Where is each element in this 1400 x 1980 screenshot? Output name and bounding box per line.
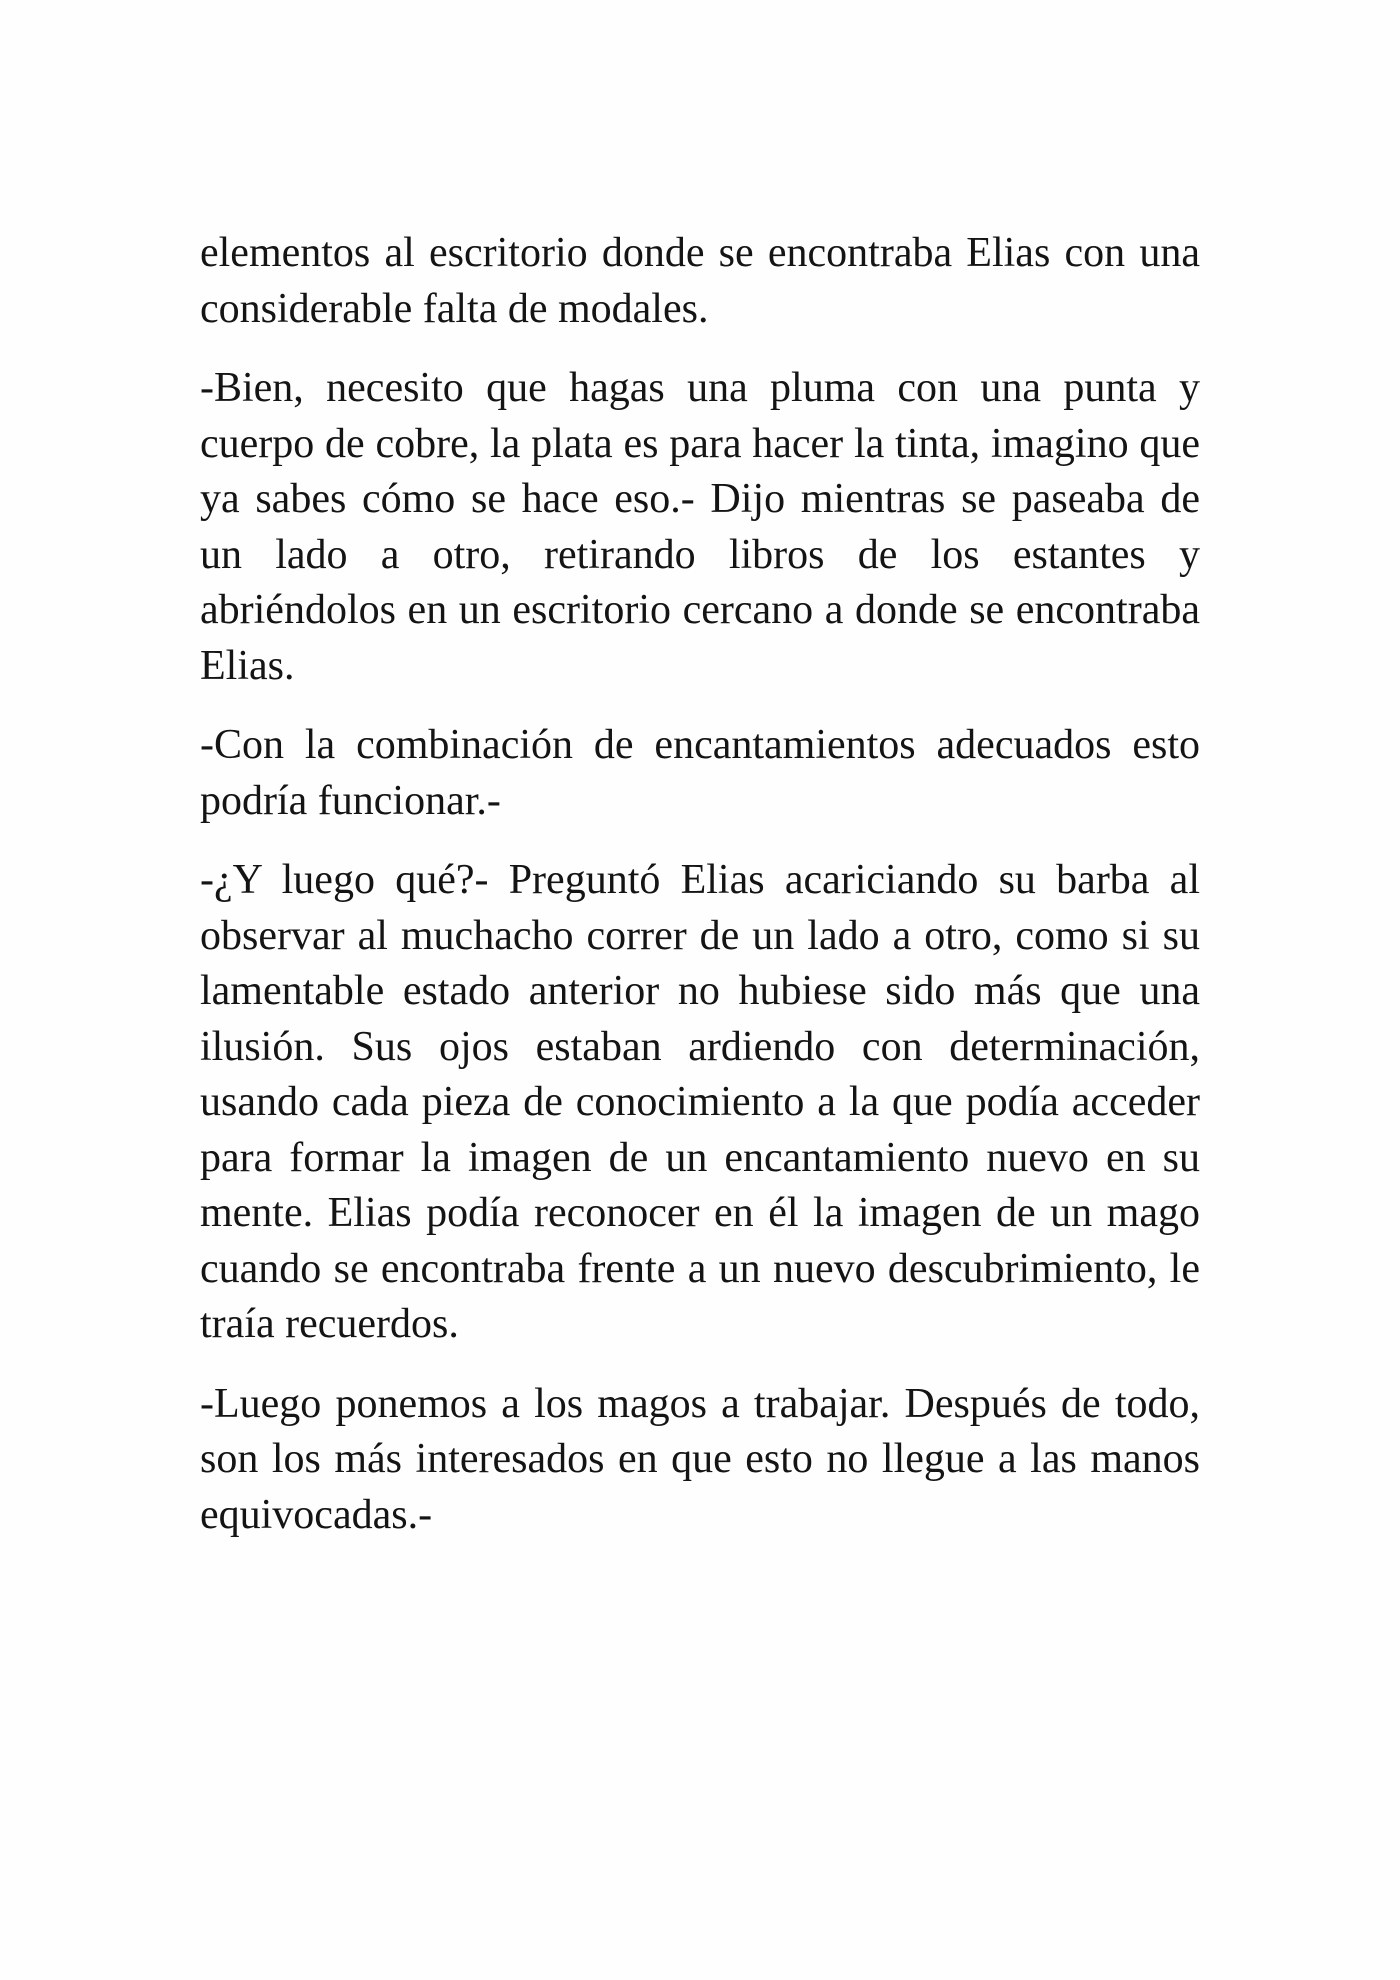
paragraph-3: -Con la combinación de encantamientos adecuados esto podría funcionar.- (200, 722, 1200, 824)
body-text (200, 226, 1200, 1567)
paragraph-4: -¿Y luego qué?- Preguntó Elias acariciando su barba al observar al muchacho correr de un lado a otro, como si su lamentable estado anterior no hubiese sido más que una ilusión. Sus ojos estaban ardiendo con determinación, usando cada pieza de conocimiento a la que podía acceder para formar la imagen de un encantamiento nuevo en su mente. Elias podía reconocer en él la imagen de un mago cuando se encontraba frente a un nuevo descubrimiento, le traía recuerdos. (200, 857, 1200, 1347)
paragraph-1: elementos al escritorio donde se encontraba Elias con una considerable falta de modales. (200, 230, 1200, 332)
paragraph-5: -Luego ponemos a los magos a trabajar. Después de todo, son los más interesados en que esto no llegue a las manos equivocadas.- (200, 1380, 1200, 1538)
paragraph-2: -Bien, necesito que hagas una pluma con una punta y cuerpo de cobre, la plata es para hacer la tinta, imagino que ya sabes cómo se hace eso.- Dijo mientras se paseaba de un lado a otro, retirando libros de los estantes y abriéndolos en un escritorio cercano a donde se encontraba Elias. (200, 365, 1200, 689)
